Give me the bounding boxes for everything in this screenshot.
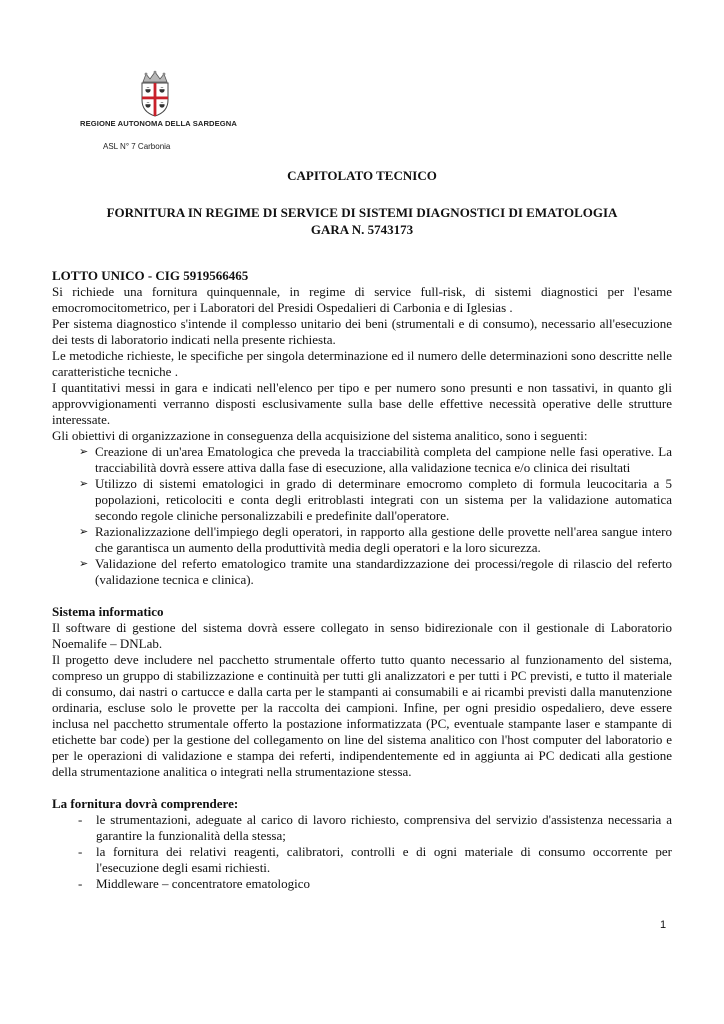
document-body [52,268,672,892]
dash-bullet: - [78,876,83,891]
list-item: ➢ Utilizzo di sistemi ematologici in grado di determinare emocromo completo di formula leucocitaria a 5 popolazioni, reticolociti e conta degli eritroblasti integrati con un sistema per la validazione automatica secondo regole cliniche personalizzabili e predefinite dall'operatore. [79,476,672,523]
objectives-list [52,444,672,588]
intro-paragraph: Gli obiettivi di organizzazione in conseguenza della acquisizione del sistema analitico, sono i seguenti: [52,428,588,443]
arrow-bullet-icon: ➢ [79,557,89,570]
intro-paragraph: I quantitativi messi in gara e indicati nell'elenco per tipo e per numero sono presunti e non tassativi, in quanto gli approvvigionamenti verranno disposti esclusivamente sulla base delle effettive necessità operative delle strutture interessate. [52,380,672,427]
page-number: 1 [660,919,667,931]
intro-paragraph: Le metodiche richieste, le specifiche per singola determinazione ed il numero delle determinazioni sono descritte nelle caratteristiche tecniche . [52,348,672,379]
fornitura-heading: La fornitura dovrà comprendere: [52,796,239,811]
arrow-bullet-icon: ➢ [79,525,89,538]
list-item: - le strumentazioni, adeguate al carico di lavoro richiesto, comprensiva del servizio d'assistenza necessaria a garantire la funzionalità della stessa; [78,812,672,843]
lotto-heading: LOTTO UNICO - CIG 5919566465 [52,268,249,283]
asl-label: ASL N° 7 Carbonia [103,142,171,151]
region-name: REGIONE AUTONOMA DELLA SARDEGNA [80,119,237,128]
list-item: ➢ Razionalizzazione dell'impiego degli operatori, in rapporto alla gestione delle provette nell'area sangue intero che garantisca un aumento della produttività media degli operatori e la loro sicurezza. [79,524,672,555]
document-title: CAPITOLATO TECNICO [287,168,437,183]
list-item: - la fornitura dei relativi reagenti, calibratori, controlli e di ogni materiale di consumo occorrente per l'esecuzione degli esami richiesti. [78,844,672,875]
fornitura-list [52,812,672,892]
dash-bullet: - [78,844,83,859]
dash-bullet: - [78,812,83,827]
intro-paragraph: Per sistema diagnostico s'intende il complesso unitario dei beni (strumentali e di consumo), necessario all'esecuzione dei tests di laboratorio indicati nella presente richiesta. [52,316,672,347]
sistema-heading: Sistema informatico [52,604,164,619]
list-item: ➢ Creazione di un'area Ematologica che preveda la tracciabilità completa del campione nelle fasi operative. La tracciabilità dovrà essere attiva dalla fase di esecuzione, alla validazione tecnica e/o clinica dei risultati [79,444,672,475]
sistema-paragraph: Il software di gestione del sistema dovrà essere collegato in senso bidirezionale con il gestionale di Laboratorio Noemalife – DNLab. [52,620,672,651]
list-item: ➢ Validazione del referto ematologico tramite una standardizzazione dei processi/regole di rilascio del referto (validazione tecnica e clinica). [79,556,672,587]
list-item: - Middleware – concentratore ematologico [78,876,311,891]
arrow-bullet-icon: ➢ [79,445,89,458]
intro-paragraph: Si richiede una fornitura quinquennale, in regime di service full-risk, di sistemi diagnostici per l'esame emocromocitometrico, per i Laboratori del Presidi Ospedalieri di Carbonia e di Iglesias . [52,284,672,315]
tender-number: GARA N. 5743173 [310,222,414,237]
document-subtitle: FORNITURA IN REGIME DI SERVICE DI SISTEMI DIAGNOSTICI DI EMATOLOGIA [106,205,618,220]
sistema-paragraph: Il progetto deve includere nel pacchetto strumentale offerto tutto quanto necessario al funzionamento del sistema, compreso un gruppo di stabilizzazione e continuità per tutti gli analizzatori e per tutti i PC previsti, e tutto il materiale di consumo, dai nastri o cartucce e dalla carta per le stampanti ai consumabili e ai ricambi previsti dalla manutenzione ordinaria, escluse solo le provette per la raccolta dei campioni. Infine, per ogni presidio ospedaliero, deve essere inclusa nel pacchetto strumentale offerto la postazione informatizzata (PC, eventuale stampante laser e stampante di etichette bar code) per la gestione del collegamento on line del sistema analitico con l'host computer del laboratorio e per le operazioni di validazione e stampa dei referti, indipendentemente ed in aggiunta ai PC dedicati alla gestione della strumentazione analitica o integrati nella strumentazione stessa. [52,652,672,779]
arrow-bullet-icon: ➢ [79,477,89,490]
coat-of-arms-icon [134,70,176,118]
